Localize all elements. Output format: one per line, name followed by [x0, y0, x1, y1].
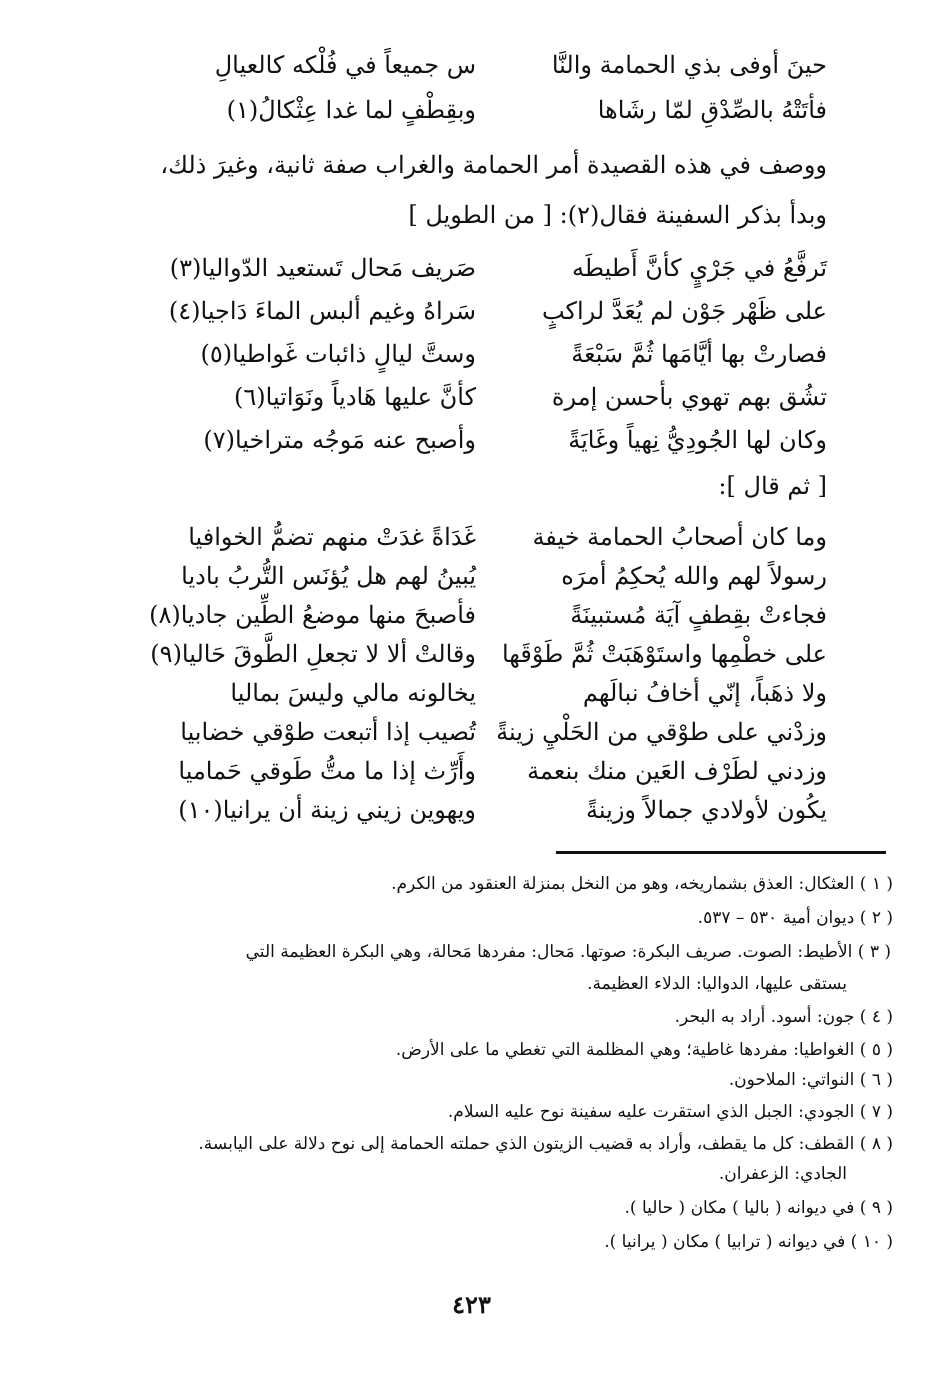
interlude-line: [ ثم قال ]:	[718, 472, 827, 500]
verse-second-hemistich: غَدَاةً غدَتْ منهم تضمُّ الخوافيا	[188, 523, 476, 551]
verse-second-hemistich: وأصبح عنه مَوجُه متراخيا(٧)	[203, 426, 476, 454]
verse-line	[0, 90, 943, 130]
verse-first-hemistich: تَرفَّعُ في جَرْيٍ كأنَّ أَطيطَه	[572, 254, 827, 282]
verse-line	[0, 420, 943, 460]
footnote-6: ( ٦ ) النواتي: الملاحون.	[728, 1070, 893, 1090]
verse-line	[0, 790, 943, 830]
verse-second-hemistich: وستَّ ليالٍ ذائبات غَواطيا(٥)	[200, 340, 476, 368]
verse-line	[0, 673, 943, 713]
verse-second-hemistich: كأنَّ عليها هَادياً ونَوَاتيا(٦)	[234, 383, 476, 411]
verse-line	[0, 334, 943, 374]
verse-second-hemistich: تُصيب إذا أتبعت طوْقي خضابيا	[180, 718, 476, 746]
verse-second-hemistich: فأصبحَ منها موضعُ الطِّين جاديا(٨)	[149, 601, 476, 629]
verse-second-hemistich: صَريف مَحال تَستعيد الدّواليا(٣)	[169, 254, 476, 282]
footnote-separator	[556, 851, 886, 854]
verse-line	[0, 377, 943, 417]
verse-first-hemistich: ولا ذهَباً، إنّي أخافُ نبالَهم	[582, 679, 827, 707]
verse-second-hemistich: ويهوين زيني زينة أن يرانيا(١٠)	[178, 796, 476, 824]
footnote-8: ( ٨ ) القطف: كل ما يقطف، وأراد به قضيب الزيتون الذي حملته الحمامة إلى نوح دلالة على اليابسة.	[198, 1134, 893, 1154]
verse-line	[0, 291, 943, 331]
page-number: ٤٢٣	[452, 1290, 491, 1319]
verse-first-hemistich: رسولاً لهم والله يُحكِمُ أمرَه	[561, 562, 827, 590]
verse-first-hemistich: فصارتْ بها أيَّامَها ثُمَّ سَبْعَةً	[571, 340, 827, 368]
verse-second-hemistich: يخالونه مالي وليسَ بماليا	[230, 679, 476, 707]
prose-line: وبدأ بذكر السفينة فقال(٢): [ من الطويل ]	[408, 201, 827, 229]
footnote-8-continuation: الجادي: الزعفران.	[718, 1164, 847, 1184]
verse-first-hemistich: حينَ أوفى بذي الحمامة والنَّا	[551, 51, 827, 79]
verse-second-hemistich: س جميعاً في فُلْكه كالعيالِ	[214, 51, 476, 79]
verse-line	[0, 248, 943, 288]
verse-first-hemistich: وكان لها الجُودِيُّ نِهياً وغَايَةً	[568, 426, 827, 454]
verse-first-hemistich: على خطْمِها واستَوْهَبَتْ ثُمَّ طَوْقَها	[501, 640, 827, 668]
verse-first-hemistich: فأتَتْهُ بالصِّدْقِ لمّا رشَاها	[597, 96, 827, 124]
footnote-9: ( ٩ ) في ديوانه ( باليا ) مكان ( حاليا ).	[624, 1198, 893, 1218]
footnote-7: ( ٧ ) الجودي: الجبل الذي استقرت عليه سفينة نوح عليه السلام.	[447, 1102, 893, 1122]
verse-first-hemistich: فجاءتْ بقِطفٍ آيَة مُستبينَةً	[570, 601, 827, 629]
verse-first-hemistich: وما كان أصحابُ الحمامة خيفة	[532, 523, 827, 551]
footnote-1: ( ١ ) العثكال: العذق بشماريخه، وهو من النخل بمنزلة العنقود من الكرم.	[391, 874, 893, 894]
verse-second-hemistich: سَراهُ وغيم ألبس الماءَ دَاجيا(٤)	[168, 297, 476, 325]
verse-second-hemistich: يُبينُ لهم هل يُؤنَس التُّربُ باديا	[181, 562, 476, 590]
footnote-5: ( ٥ ) الغواطيا: مفردها غاطية؛ وهي المظلمة التي تغطي ما على الأرض.	[395, 1040, 893, 1060]
footnote-3-continuation: يستقى عليها، الدواليا: الدلاء العظيمة.	[587, 974, 847, 994]
verse-line	[0, 45, 943, 85]
verse-second-hemistich: وقالتْ ألا لا تجعلِ الطَّوقَ حَاليا(٩)	[150, 640, 476, 668]
verse-second-hemistich: وأَرِّث إذا ما متُّ طَوقي حَماميا	[178, 757, 476, 785]
verse-first-hemistich: على ظَهْر جَوْن لم يُعَدَّ لراكبٍ	[541, 297, 827, 325]
verse-line	[0, 595, 943, 635]
footnote-3: ( ٣ ) الأطيط: الصوت. صريف البكرة: صوتها. مَحال: مفردها مَحالة، وهي البكرة العظيمة التي	[245, 942, 891, 962]
verse-second-hemistich: وبقِطْفٍ لما غدا عِثْكالُ(١)	[226, 96, 476, 124]
prose-line: ووصف في هذه القصيدة أمر الحمامة والغراب صفة ثانية، وغيرَ ذلك،	[160, 151, 827, 179]
verse-line	[0, 556, 943, 596]
verse-line	[0, 634, 943, 674]
verse-first-hemistich: تشُق بهم تهوي بأحسن إمرة	[551, 383, 827, 411]
verse-line	[0, 751, 943, 791]
verse-first-hemistich: وزدْني على طوْقي من الحَلْيِ زينةً	[496, 718, 827, 746]
footnote-10: ( ١٠ ) في ديوانه ( ترابيا ) مكان ( يرانيا ).	[604, 1232, 893, 1252]
footnote-2: ( ٢ ) ديوان أمية ٥٣٠ – ٥٣٧.	[697, 908, 893, 928]
verse-line	[0, 712, 943, 752]
verse-first-hemistich: وزدني لطَرْف العَين منك بنعمة	[527, 757, 827, 785]
footnote-4: ( ٤ ) جون: أسود. أراد به البحر.	[674, 1007, 893, 1027]
verse-first-hemistich: يكُون لأولادي جمالاً وزينةً	[586, 796, 827, 824]
verse-line	[0, 517, 943, 557]
